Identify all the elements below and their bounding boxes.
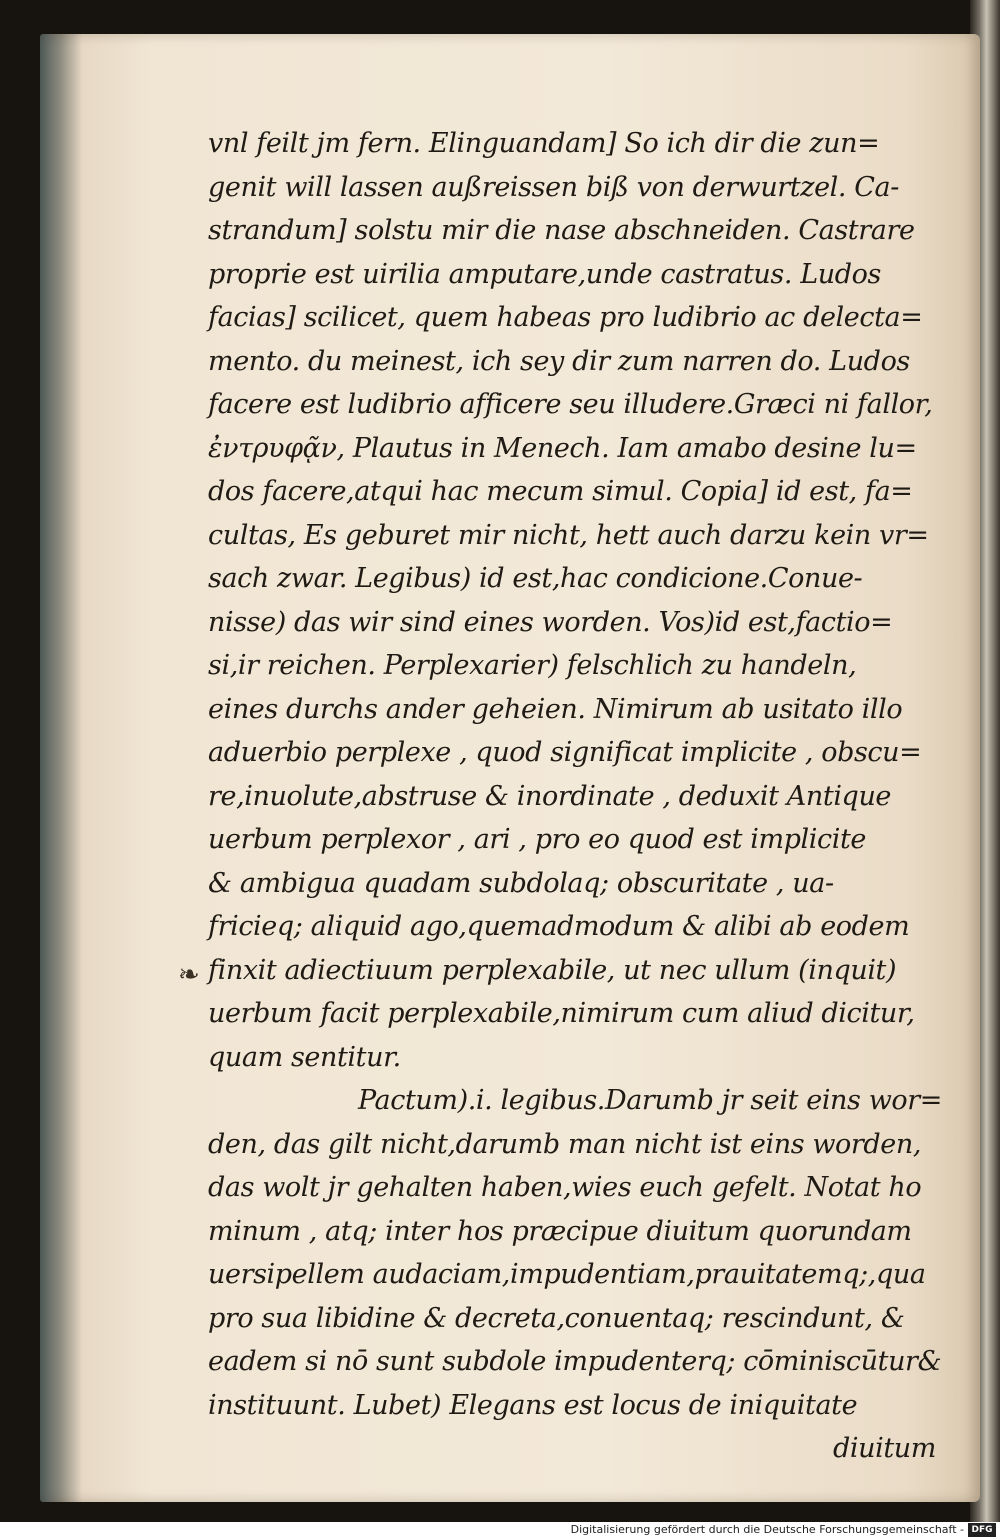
text-line: uersipellem audaciam,impudentiam,prauitatemq;,qua [208, 1259, 926, 1290]
footer-credit: Digitalisierung gefördert durch die Deutsche Forschungsgemeinschaft - [570, 1523, 964, 1536]
text-line: instituunt. Lubet) Elegans est locus de iniquitate [208, 1389, 858, 1421]
page-text [208, 122, 966, 1471]
text-line: quam sentitur. [208, 1041, 401, 1073]
text-line: proprie est uirilia amputare,unde castratus. Ludos [208, 258, 881, 290]
text-line: facere est ludibrio afficere seu illudere.Græci ni fallor, [208, 389, 933, 420]
text-line: dos facere,atqui hac mecum simul. Copia] id est, fa= [208, 476, 913, 507]
margin-mark-icon: ❧ [178, 960, 200, 990]
text-line: ἐντρυφᾷν, Plautus in Menech. Iam amabo desine lu= [208, 432, 917, 464]
text-line: eadem si nō sunt subdole impudenterq; cōminiscūtur& [208, 1346, 942, 1377]
text-line: facias] scilicet, quem habeas pro ludibrio ac delecta= [208, 302, 923, 333]
dfg-logo: DFG [968, 1523, 996, 1537]
text-line: finxit adiectiuum perplexabile, ut nec ullum (inquit) [208, 954, 897, 986]
text-line: mento. du meinest, ich sey dir zum narren do. Ludos [208, 345, 910, 377]
text-line-paragraph-start: Pactum).i. legibus.Darumb jr seit eins wor= [358, 1085, 942, 1116]
text-line: genit will lassen außreissen biß von derwurtzel. Ca- [208, 171, 899, 203]
text-line: uerbum perplexor , ari , pro eo quod est implicite [208, 824, 867, 855]
text-line: sach zwar. Legibus) id est,hac condicione.Conue- [208, 563, 863, 594]
text-line: & ambigua quadam subdolaq; obscuritate , ua- [208, 867, 834, 899]
catchword: diuitum [833, 1433, 936, 1464]
footer-bar [0, 1522, 1000, 1538]
text-line: si,ir reichen. Perplexarier) felschlich zu handeln, [208, 650, 857, 681]
text-line: aduerbio perplexe , quod significat implicite , obscu= [208, 737, 922, 768]
text-line: strandum] solstu mir die nase abschneiden. Castrare [208, 215, 915, 246]
text-line: nisse) das wir sind eines worden. Vos)id est,factio= [208, 606, 893, 638]
text-line: minum , atq; inter hos præcipue diuitum quorundam [208, 1215, 912, 1247]
text-line: eines durchs ander geheien. Nimirum ab usitato illo [208, 693, 903, 725]
text-line: pro sua libidine & decreta,conuentaq; rescindunt, & [208, 1302, 905, 1334]
text-line: fricieq; aliquid ago,quemadmodum & alibi ab eodem [208, 911, 910, 942]
text-line: den, das gilt nicht,darumb man nicht ist eins worden, [208, 1128, 922, 1160]
text-line: cultas, Es geburet mir nicht, hett auch darzu kein vr= [208, 519, 929, 551]
text-line: vnl feilt jm fern. Elinguandam] So ich dir die zun= [208, 128, 880, 159]
text-line: re,inuolute,abstruse & inordinate , deduxit Antique [208, 780, 892, 812]
text-line: das wolt jr gehalten haben,wies euch gefelt. Notat ho [208, 1172, 922, 1203]
text-line: uerbum facit perplexabile,nimirum cum aliud dicitur, [208, 998, 915, 1029]
